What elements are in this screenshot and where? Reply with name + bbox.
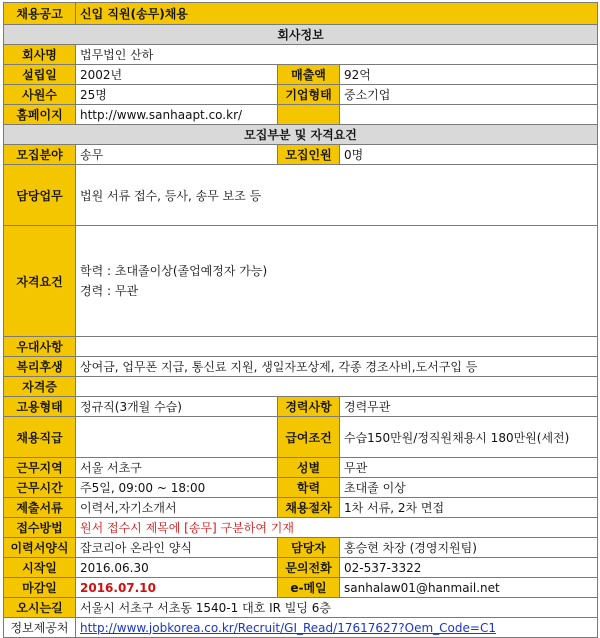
education-label: 학력 [278, 478, 340, 498]
welfare-label: 복리후생 [4, 357, 76, 377]
documents-label: 제출서류 [4, 498, 76, 518]
position-value [76, 417, 278, 458]
employment-type-label: 고용형태 [4, 397, 76, 417]
qualification-label: 자격요건 [4, 226, 76, 337]
field-label: 모집분야 [4, 145, 76, 165]
headcount-value: 0명 [340, 145, 598, 165]
duty-value: 법원 서류 접수, 등사, 송무 보조 등 [76, 165, 598, 226]
employees-value: 25명 [76, 85, 278, 105]
headcount-label: 모집인원 [278, 145, 340, 165]
homepage-label: 홈페이지 [4, 105, 76, 125]
salary-value: 수습150만원/정직원채용시 180만원(세전) [340, 417, 598, 458]
posting-tag: 채용공고 [4, 3, 76, 25]
apply-method-value: 원서 접수시 제목에 [송무] 구분하여 기재 [76, 518, 598, 538]
source-label: 정보제공처 [4, 618, 76, 638]
certificate-label: 자격증 [4, 377, 76, 397]
welfare-value: 상여금, 업무폰 지급, 통신료 지원, 생일자포상제, 각종 경조사비,도서구입 등 [76, 357, 598, 377]
position-label: 채용직급 [4, 417, 76, 458]
apply-method-label: 접수방법 [4, 518, 76, 538]
company-name-label: 회사명 [4, 45, 76, 65]
directions-value: 서울시 서초구 서초동 1540-1 대호 IR 빌딩 6층 [76, 598, 598, 618]
section-company-info: 회사정보 [4, 25, 598, 45]
company-type-value: 중소기업 [340, 85, 598, 105]
homepage-link[interactable]: http://www.sanhaapt.co.kr/ [76, 105, 278, 125]
founded-label: 설립일 [4, 65, 76, 85]
duty-label: 담당업무 [4, 165, 76, 226]
career-label: 경력사항 [278, 397, 340, 417]
location-label: 근무지역 [4, 458, 76, 478]
source-link[interactable]: http://www.jobkorea.co.kr/Recruit/GI_Read/17617627?Oem_Code=C1 [76, 618, 598, 638]
job-posting-table [3, 2, 598, 638]
location-value: 서울 서초구 [76, 458, 278, 478]
start-date-value: 2016.06.30 [76, 558, 278, 578]
employment-type-value: 정규직(3개월 수습) [76, 397, 278, 417]
field-value: 송무 [76, 145, 278, 165]
directions-label: 오시는길 [4, 598, 76, 618]
qualification-career: 경력 : 무관 [80, 284, 139, 298]
hours-label: 근무시간 [4, 478, 76, 498]
contact-label: 담당자 [278, 538, 340, 558]
start-date-label: 시작일 [4, 558, 76, 578]
blank-label-cell [278, 105, 340, 125]
section-recruit-info: 모집부분 및 자격요건 [4, 125, 598, 145]
qualification-value [76, 226, 598, 337]
salary-label: 급여조건 [278, 417, 340, 458]
resume-form-label: 이력서양식 [4, 538, 76, 558]
gender-label: 성별 [278, 458, 340, 478]
process-label: 채용절차 [278, 498, 340, 518]
resume-form-value: 잡코리아 온라인 양식 [76, 538, 278, 558]
employees-label: 사원수 [4, 85, 76, 105]
process-value: 1차 서류, 2차 면접 [340, 498, 598, 518]
blank-value-cell [340, 105, 598, 125]
posting-title: 신입 직원(송무)채용 [76, 3, 598, 25]
email-value[interactable]: sanhalaw01@hanmail.net [340, 578, 598, 598]
company-name: 법무법인 산하 [76, 45, 598, 65]
hours-value: 주5일, 09:00 ~ 18:00 [76, 478, 278, 498]
phone-value: 02-537-3322 [340, 558, 598, 578]
qualification-education: 학력 : 초대졸이상(졸업예정자 가능) [80, 264, 268, 278]
documents-value: 이력서,자기소개서 [76, 498, 278, 518]
preference-value [76, 337, 598, 357]
deadline-value: 2016.07.10 [76, 578, 278, 598]
career-value: 경력무관 [340, 397, 598, 417]
phone-label: 문의전화 [278, 558, 340, 578]
email-label: e-메일 [278, 578, 340, 598]
education-value: 초대졸 이상 [340, 478, 598, 498]
deadline-label: 마감일 [4, 578, 76, 598]
contact-value: 홍승현 차장 (경영지원팀) [340, 538, 598, 558]
gender-value: 무관 [340, 458, 598, 478]
founded-value: 2002년 [76, 65, 278, 85]
revenue-label: 매출액 [278, 65, 340, 85]
revenue-value: 92억 [340, 65, 598, 85]
company-type-label: 기업형태 [278, 85, 340, 105]
certificate-value [76, 377, 598, 397]
preference-label: 우대사항 [4, 337, 76, 357]
